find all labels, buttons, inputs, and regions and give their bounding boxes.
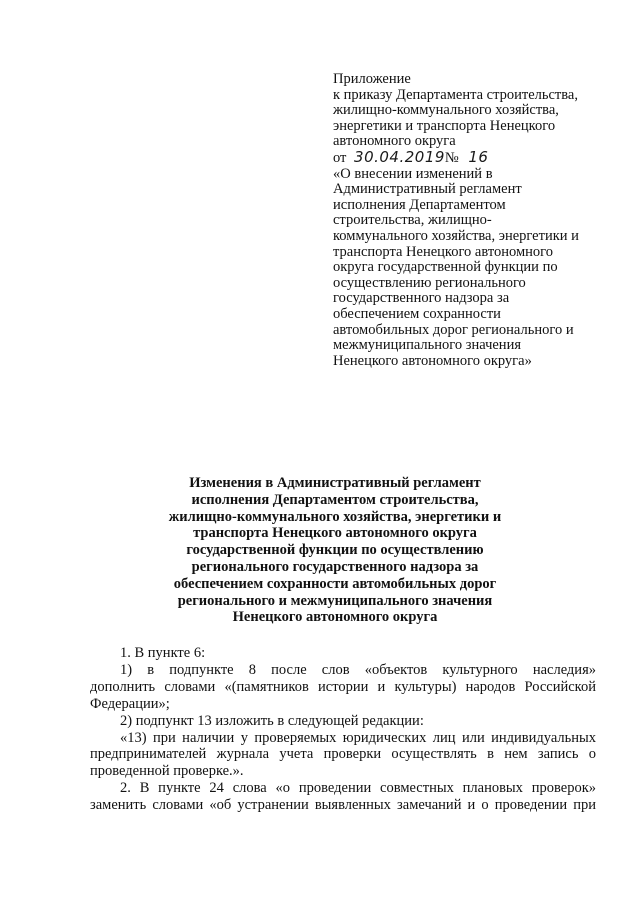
title-line: государственной функции по осуществлению: [186, 542, 484, 559]
subject-line: «О внесении изменений в: [333, 165, 493, 182]
title-line: Ненецкого автономного округа: [232, 609, 438, 626]
subject-line: государственного надзора за: [333, 290, 510, 307]
title-line: транспорта Ненецкого автономного округа: [193, 525, 477, 542]
item-2: 2. В пункте 24 слова «о проведении совместных плановых проверок»: [120, 780, 596, 797]
subject-line: осуществлению регионального: [333, 274, 526, 291]
appendix-header: [333, 72, 595, 369]
item-1-subitem-1-end: Федерации»;: [90, 695, 170, 712]
item-1-heading: 1. В пункте 6:: [120, 645, 206, 661]
order-date-line: [333, 147, 595, 167]
subject-line: автомобильных дорог регионального и: [333, 321, 574, 338]
subject-line: Ненецкого автономного округа»: [333, 352, 532, 369]
title-line: жилищно-коммунального хозяйства, энергетики и: [168, 508, 502, 525]
subject-line: строительства, жилищно-: [333, 212, 492, 229]
subject-line: транспорта Ненецкого автономного: [333, 243, 553, 260]
appendix-line: жилищно-коммунального хозяйства,: [333, 102, 559, 119]
item-1-subitem-2: 2) подпункт 13 изложить в следующей редакции:: [120, 712, 424, 729]
appendix-line: энергетики и транспорта Ненецкого: [333, 117, 556, 134]
date-prefix: от: [333, 149, 347, 166]
subject-line: межмуниципального значения: [333, 337, 521, 354]
document-body: [90, 645, 596, 814]
subject-line: Административный регламент: [333, 181, 522, 198]
title-line: регионального и межмуниципального значения: [177, 592, 493, 609]
appendix-line: Приложение: [333, 71, 411, 87]
appendix-line: к приказу Департамента строительства,: [333, 86, 578, 103]
handwritten-order-number: 16: [468, 147, 489, 166]
number-sign: №: [444, 149, 459, 166]
item-1-subitem-1: 1) в подпункте 8 после слов «объектов культурного наследия»: [120, 661, 596, 678]
document-title: [90, 475, 580, 626]
quoted-subitem-13-cont: предпринимателей журнала учета проверки осуществлять в нем запись о: [90, 746, 596, 763]
quoted-subitem-13: «13) при наличии у проверяемых юридических лиц или индивидуальных: [120, 729, 596, 746]
item-2-cont: заменить словами «об устранении выявленных замечаний и о проведении при: [90, 797, 596, 814]
title-line: обеспечением сохранности автомобильных дорог: [173, 575, 497, 592]
title-line: регионального государственного надзора за: [191, 558, 479, 575]
subject-line: исполнения Департаментом: [333, 196, 506, 213]
subject-line: коммунального хозяйства, энергетики и: [333, 227, 579, 244]
title-line: исполнения Департаментом строительства,: [191, 491, 479, 508]
appendix-line: автономного округа: [333, 133, 456, 150]
handwritten-date: 30.04.2019: [354, 147, 445, 166]
subject-line: округа государственной функции по: [333, 259, 558, 276]
subject-line: обеспечением сохранности: [333, 305, 501, 322]
quoted-subitem-13-end: проведенной проверке.».: [90, 763, 244, 780]
item-1-subitem-1-cont: дополнить словами «(памятников истории и культуры) народов Российской: [90, 678, 596, 695]
title-line: Изменения в Административный регламент: [189, 475, 481, 491]
